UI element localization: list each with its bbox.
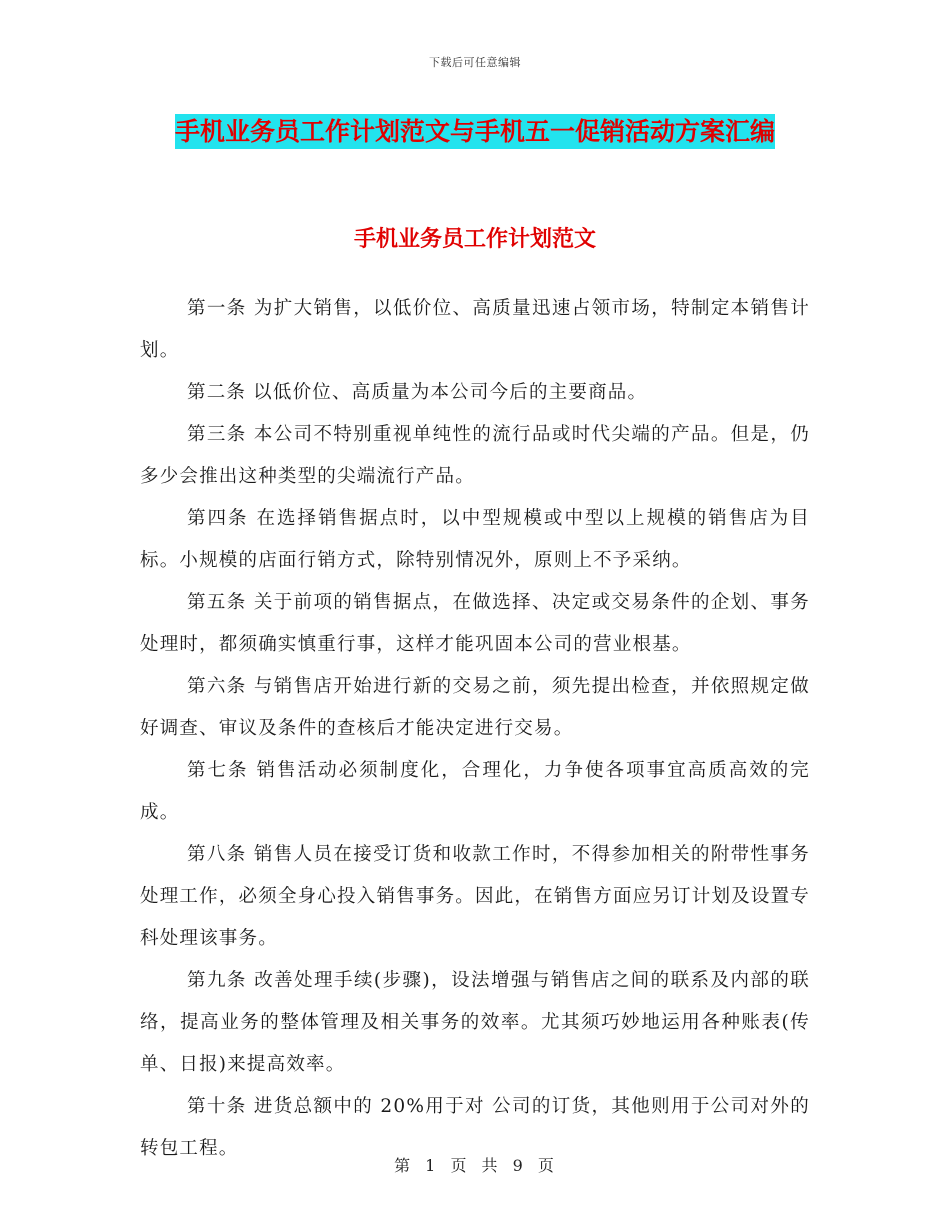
article-list xyxy=(140,288,810,1170)
article-3: 第三条 本公司不特别重视单纯性的流行品或时代尖端的产品。但是，仍多少会推出这种类型的尖端流行产品。 xyxy=(140,424,810,487)
article-2: 第二条 以低价位、高质量为本公司今后的主要商品。 xyxy=(187,382,648,403)
header-note: 下载后可任意编辑 xyxy=(429,56,521,69)
article-1: 第一条 为扩大销售，以低价位、高质量迅速占领市场，特制定本销售计划。 xyxy=(140,298,810,361)
article-4: 第四条 在选择销售据点时，以中型规模或中型以上规模的销售店为目标。小规模的店面行销方式，除特别情况外，原则上不予采纳。 xyxy=(140,508,810,571)
article-8: 第八条 销售人员在接受订货和收款工作时，不得参加相关的附带性事务处理工作，必须全身心投入销售事务。因此，在销售方面应另订计划及设置专科处理该事务。 xyxy=(140,844,810,949)
article-5: 第五条 关于前项的销售据点，在做选择、决定或交易条件的企划、事务处理时，都须确实慎重行事，这样才能巩固本公司的营业根基。 xyxy=(140,592,810,655)
document-title xyxy=(150,108,800,155)
article-7: 第七条 销售活动必须制度化，合理化，力争使各项事宜高质高效的完成。 xyxy=(140,760,810,823)
page-footer: 第 1 页 共 9 页 xyxy=(394,1156,556,1175)
article-9: 第九条 改善处理手续(步骤)，设法增强与销售店之间的联系及内部的联络，提高业务的整体管理及相关事务的效率。尤其须巧妙地运用各种账表(传单、日报)来提高效率。 xyxy=(140,970,810,1075)
article-10: 第十条 进货总额中的 20%用于对 公司的订货，其他则用于公司对外的转包工程。 xyxy=(140,1096,810,1159)
document-title-text: 手机业务员工作计划范文与手机五一促销活动方案汇编 xyxy=(175,114,775,149)
article-6: 第六条 与销售店开始进行新的交易之前，须先提出检查，并依照规定做好调查、审议及条件的查核后才能决定进行交易。 xyxy=(140,676,810,739)
section-title: 手机业务员工作计划范文 xyxy=(353,226,596,252)
